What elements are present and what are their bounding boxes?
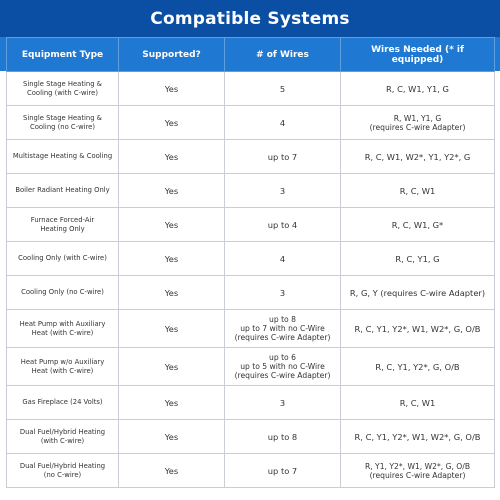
supported-cell: Yes [119,242,225,276]
cell-line: Heat Pump w/o Auxiliary [20,357,105,366]
table-row [7,140,495,174]
wire-count-cell [225,386,341,420]
cell-line: R, C, Y1, Y2*, G, O/B [375,361,460,372]
cell-line: 4 [279,117,286,128]
equipment-type-cell [7,174,119,208]
supported-cell: Yes [119,174,225,208]
cell-line: Boiler Radiant Heating Only [15,186,110,194]
equipment-type-cell [7,348,119,386]
cell-line: up to 6 [269,353,296,362]
equipment-type-cell [7,208,119,242]
supported-cell: Yes [119,208,225,242]
supported-cell: Yes [119,276,225,310]
cell-line: up to 8 [269,315,296,324]
wire-count-cell [225,276,341,310]
table-row [7,420,495,454]
table-row [7,174,495,208]
cell-line: R, Y1, Y2*, W1, W2*, G, O/B [364,461,471,471]
wire-count-cell [225,208,341,242]
cell-line: Single Stage Heating & [23,113,102,122]
cell-line: Dual Fuel/Hybrid Heating [19,427,106,436]
equipment-type-cell [7,420,119,454]
table-row [7,348,495,386]
compatibility-table [6,37,495,488]
wires-needed-cell [341,386,495,420]
wires-needed-cell [341,420,495,454]
table-row [7,72,495,106]
page-title: Compatible Systems [150,8,350,29]
wire-count-cell [225,174,341,208]
wires-needed-cell [341,208,495,242]
cell-line: 4 [279,253,286,264]
column-header: # of Wires [225,38,341,72]
table-row [7,106,495,140]
cell-line: 3 [279,397,286,408]
wire-count-cell [225,348,341,386]
cell-line: R, C, Y1, Y2*, W1, W2*, G, O/B [354,323,481,334]
cell-line: Furnace Forced-Air [30,215,95,224]
title-banner [0,0,500,37]
cell-line: R, C, W1 [399,185,436,196]
column-header: Wires Needed (* if equipped) [341,38,495,72]
cell-line: 3 [279,185,286,196]
cell-line: Cooling (with C-wire) [27,88,98,97]
column-header: Equipment Type [7,38,119,72]
wires-needed-cell [341,276,495,310]
wires-needed-cell [341,348,495,386]
supported-cell: Yes [119,310,225,348]
wire-count-cell [225,140,341,174]
table-row [7,276,495,310]
wire-count-cell [225,242,341,276]
cell-line: (no C-wire) [43,470,82,479]
wires-needed-cell [341,174,495,208]
cell-line: up to 5 with no C-Wire [240,362,325,371]
cell-line: Single Stage Heating & [23,79,102,88]
cell-line: R, C, Y1, G [395,253,440,264]
cell-line: (requires C-wire Adapter) [369,470,466,480]
cell-line: up to 8 [267,431,298,442]
table-body [7,72,495,488]
cell-line: R, C, Y1, Y2*, W1, W2*, G, O/B [354,431,481,442]
supported-cell: Yes [119,454,225,488]
equipment-type-cell [7,276,119,310]
cell-line: (requires C-wire Adapter) [369,122,466,132]
cell-line: R, C, W1 [399,397,436,408]
cell-line: Cooling (no C-wire) [29,122,96,131]
equipment-type-cell [7,386,119,420]
cell-line: Heat (with C-wire) [31,366,94,375]
cell-line: up to 7 [267,151,298,162]
equipment-type-cell [7,454,119,488]
wire-count-cell [225,310,341,348]
table-row [7,454,495,488]
wire-count-cell [225,72,341,106]
supported-cell: Yes [119,72,225,106]
column-header: Supported? [119,38,225,72]
cell-line: up to 7 [267,465,298,476]
cell-line: (requires C-wire Adapter) [234,371,331,380]
wires-needed-cell [341,454,495,488]
cell-line: Heating Only [40,224,85,233]
cell-line: (requires C-wire Adapter) [234,333,331,342]
table-row [7,310,495,348]
wires-needed-cell [341,106,495,140]
equipment-type-cell [7,140,119,174]
equipment-type-cell [7,72,119,106]
supported-cell: Yes [119,420,225,454]
wires-needed-cell [341,310,495,348]
equipment-type-cell [7,310,119,348]
cell-line: 3 [279,287,286,298]
equipment-type-cell [7,106,119,140]
supported-cell: Yes [119,348,225,386]
cell-line: Heat Pump with Auxiliary [19,319,106,328]
table-row [7,386,495,420]
cell-line: up to 7 with no C-Wire [240,324,325,333]
cell-line: Cooling Only (with C-wire) [18,254,107,262]
cell-line: Cooling Only (no C-wire) [21,288,104,296]
wires-needed-cell [341,140,495,174]
supported-cell: Yes [119,106,225,140]
cell-line: (with C-wire) [40,436,85,445]
cell-line: R, G, Y (requires C-wire Adapter) [349,287,486,298]
cell-line: R, W1, Y1, G [393,113,442,123]
cell-line: R, C, W1, W2*, Y1, Y2*, G [364,151,471,162]
wire-count-cell [225,454,341,488]
wires-needed-cell [341,242,495,276]
wires-needed-cell [341,72,495,106]
cell-line: up to 4 [267,219,298,230]
supported-cell: Yes [119,140,225,174]
cell-line: 5 [279,83,286,94]
cell-line: Multistage Heating & Cooling [12,152,113,160]
cell-line: R, C, W1, Y1, G [386,83,449,94]
table-row [7,242,495,276]
wire-count-cell [225,106,341,140]
wire-count-cell [225,420,341,454]
cell-line: Heat (with C-wire) [31,328,94,337]
cell-line: Gas Fireplace (24 Volts) [22,398,103,406]
table-row [7,208,495,242]
equipment-type-cell [7,242,119,276]
cell-line: R, C, W1, G* [391,219,444,230]
supported-cell: Yes [119,386,225,420]
header-row [7,38,495,72]
cell-line: Dual Fuel/Hybrid Heating [19,461,106,470]
